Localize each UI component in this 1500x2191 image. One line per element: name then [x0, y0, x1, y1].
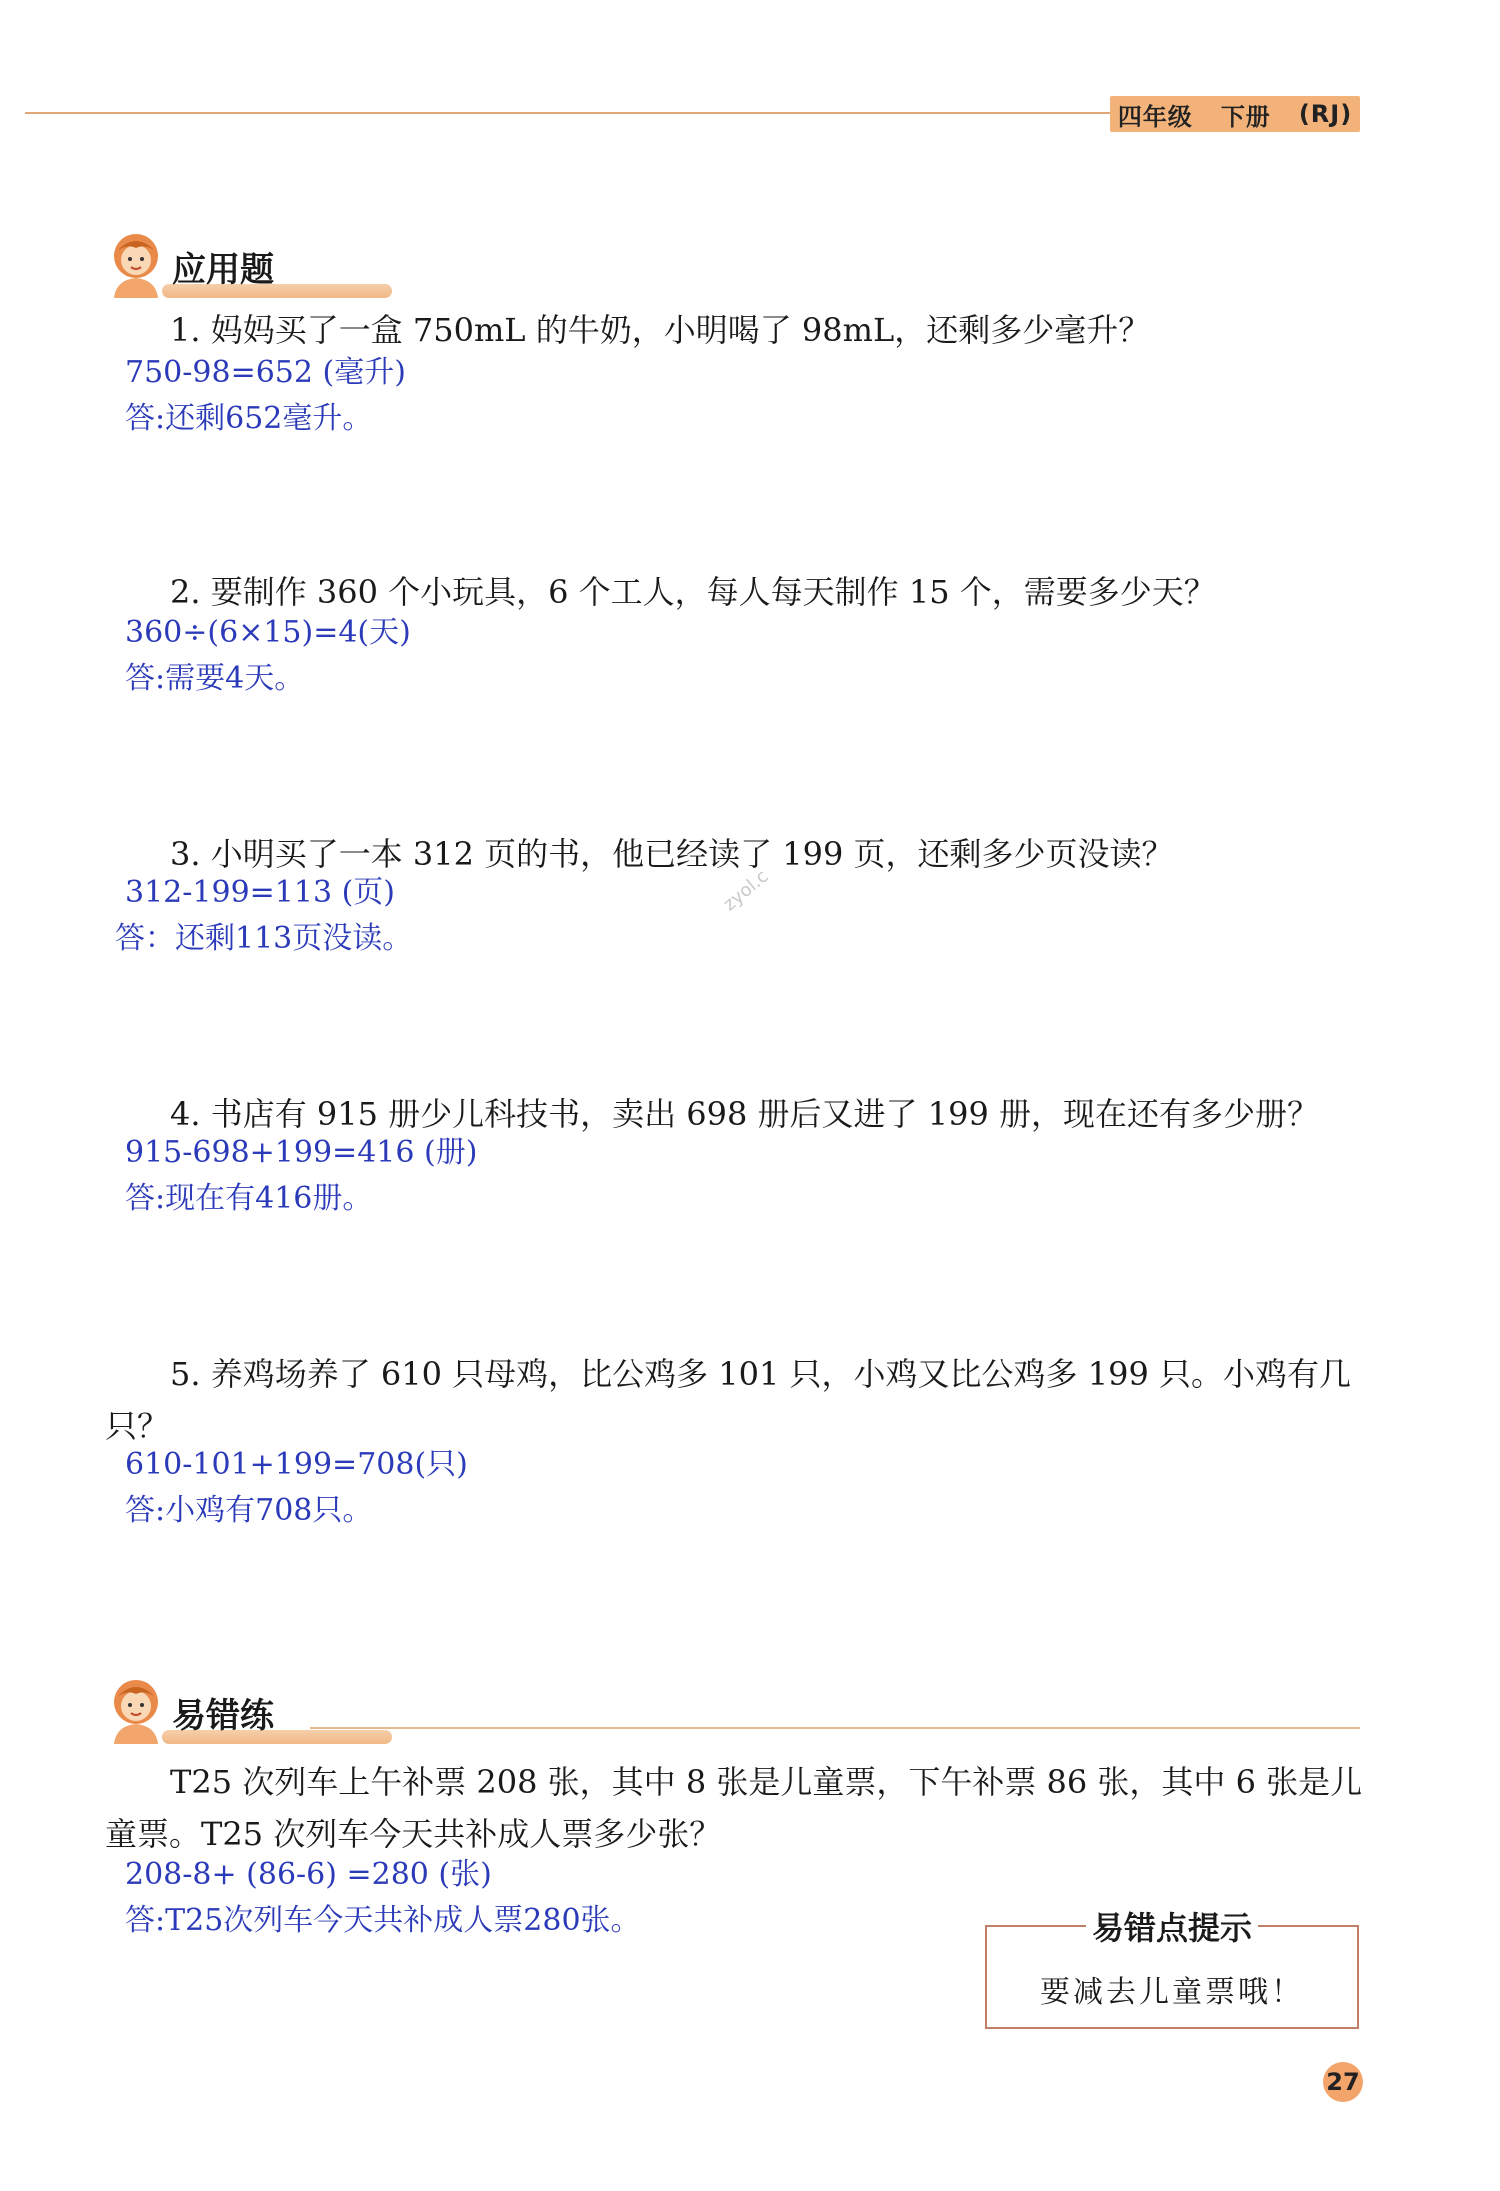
- question-text: 2. 要制作 360 个小玩具，6 个工人，每人每天制作 15 个，需要多少天？: [170, 573, 1216, 611]
- answer-statement-5: 答:小鸡有708只。: [125, 1493, 373, 1528]
- cartoon-child-icon: [100, 226, 172, 298]
- answer-statement-3: 答：还剩113页没读。: [115, 921, 413, 956]
- question-text: 4. 书店有 915 册少儿科技书，卖出 698 册后又进了 199 册，现在还有多少册？: [170, 1095, 1319, 1133]
- tip-title: 易错点提示: [1086, 1903, 1258, 1949]
- question-text: 3. 小明买了一本 312 页的书，他已经读了 199 页，还剩多少页没读？: [170, 835, 1174, 873]
- page-number: 27: [1323, 2062, 1363, 2102]
- answer-formula-2: 360÷(6×15)=4(天): [125, 615, 411, 650]
- question-5: [105, 1348, 1365, 1452]
- error-practice-question: T25 次列车上午补票 208 张，其中 8 张是儿童票，下午补票 86 张，其中 6 张是儿童票。T25 次列车今天共补成人票多少张？: [105, 1763, 1363, 1853]
- section-heading-application: [100, 226, 360, 298]
- answer-formula-4: 915-698+199=416 (册): [125, 1135, 478, 1170]
- section-title: 易错练: [172, 1696, 274, 1736]
- answer-formula-5: 610-101+199=708(只): [125, 1447, 468, 1482]
- header-rule: [25, 112, 1115, 114]
- tip-text: 要减去儿童票哦！: [1040, 1975, 1304, 2010]
- grade-label: 四年级: [1117, 102, 1193, 131]
- section-title: 应用题: [172, 250, 274, 290]
- answer-formula-1: 750-98=652 (毫升): [125, 355, 406, 390]
- question-1: [105, 304, 1365, 356]
- watermark: zyol.c: [719, 865, 773, 916]
- error-practice-answer: 答:T25次列车今天共补成人票280张。: [125, 1903, 641, 1938]
- error-practice-formula: 208-8+ (86-6) =280 (张): [125, 1857, 492, 1892]
- section-heading-error-practice: [100, 1672, 360, 1744]
- answer-statement-2: 答:需要4天。: [125, 661, 305, 696]
- cartoon-child-icon: [100, 1672, 172, 1744]
- volume-label: 下册: [1220, 102, 1271, 131]
- answer-statement-1: 答:还剩652毫升。: [125, 401, 373, 436]
- answer-formula-3: 312-199=113 (页): [125, 875, 395, 910]
- edition-label: (RJ): [1298, 100, 1353, 128]
- grade-badge: [1110, 96, 1360, 132]
- answer-statement-4: 答:现在有416册。: [125, 1181, 373, 1216]
- question-text: 5. 养鸡场养了 610 只母鸡，比公鸡多 101 只，小鸡又比公鸡多 199 只。小鸡有几只？: [105, 1355, 1351, 1445]
- tip-box: [985, 1909, 1359, 2029]
- question-text: 1. 妈妈买了一盒 750mL 的牛奶，小明喝了 98mL，还剩多少毫升？: [170, 311, 1151, 349]
- section-rule: [310, 1727, 1360, 1729]
